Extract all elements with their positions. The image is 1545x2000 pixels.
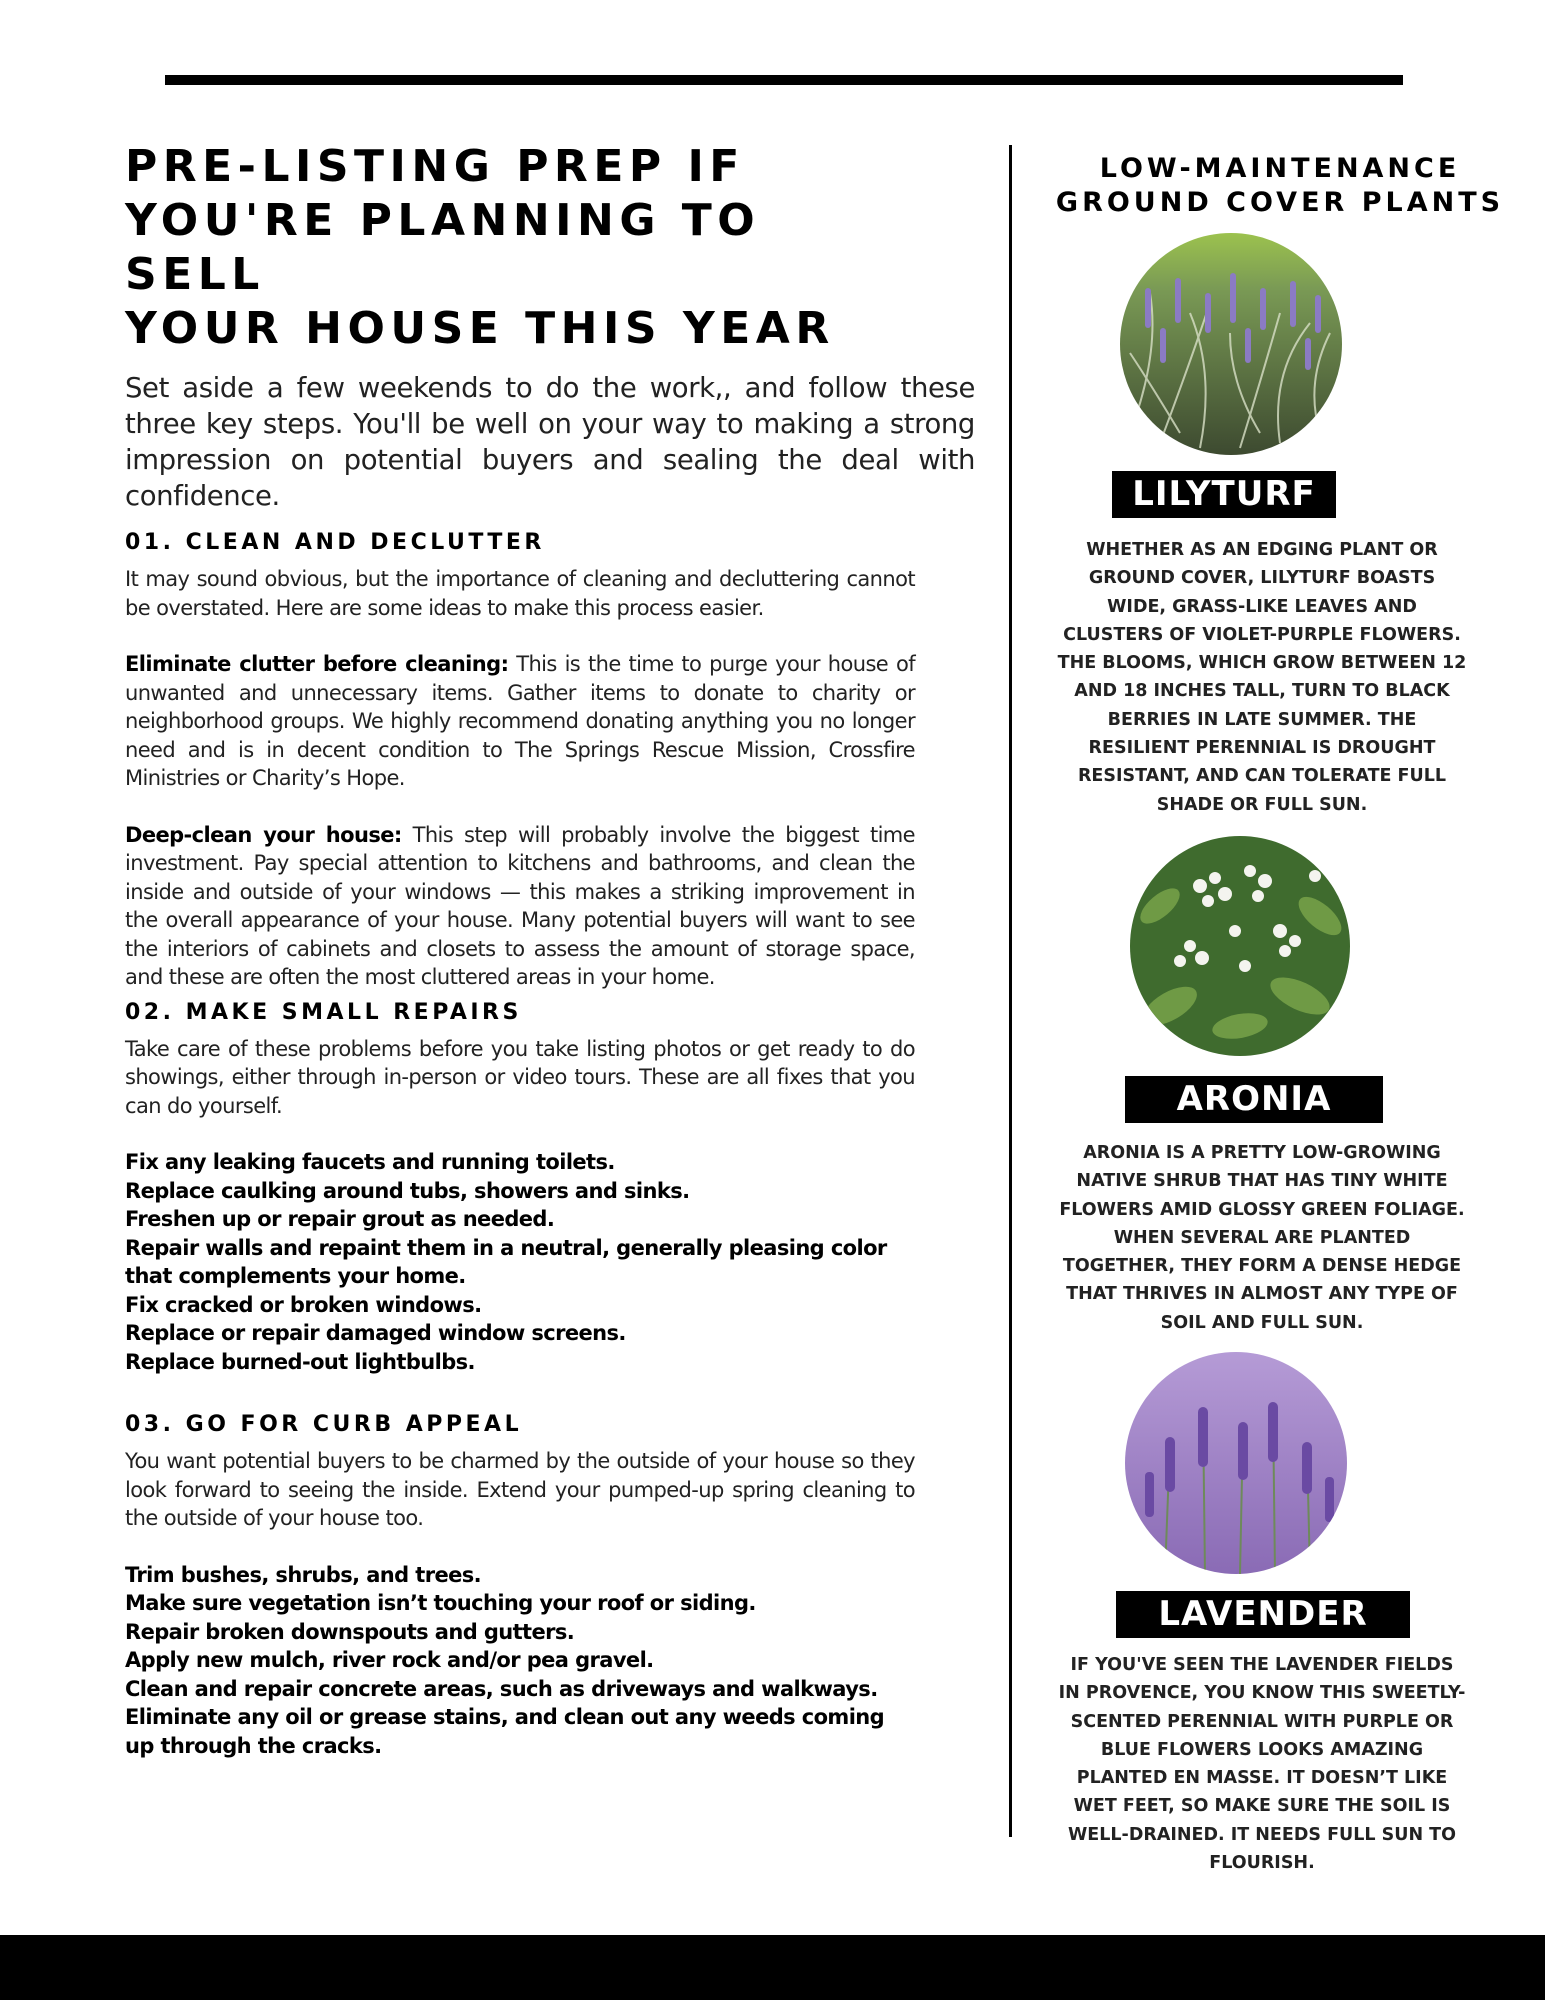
intro-paragraph: Set aside a few weekends to do the work,, and follow these three key steps. You'll be well on your way to making a strong impression on potential buyers and sealing the deal with confidence. [125, 372, 975, 512]
curb-list [125, 1561, 915, 1761]
list-item: Replace burned-out lightbulbs. [125, 1349, 475, 1374]
section-heading-repairs: 02. MAKE SMALL REPAIRS [125, 999, 522, 1025]
list-item: Replace or repair damaged window screens. [125, 1321, 626, 1345]
aronia-photo-icon [1130, 836, 1350, 1056]
plant-description: WHETHER AS AN EDGING PLANT OR GROUND COVER, LILYTURF BOASTS WIDE, GRASS-LIKE LEAVES AND CLUSTERS OF VIOLET-PURPLE FLOWERS. THE BLOOMS, WHICH GROW BETWEEN 12 AND 18 INCHES TALL, TURN TO BLACK BERRIES IN LATE SUMMER. THE RESILIENT PERENNIAL IS DROUGHT RESISTANT, AND CAN TOLERATE FULL SHADE OR FULL SUN. [1057, 540, 1467, 815]
sidebar-title-line: GROUND COVER PLANTS [1055, 187, 1505, 218]
list-item: Repair broken downspouts and gutters. [125, 1619, 575, 1644]
title-line: YOU'RE PLANNING TO SELL [125, 195, 761, 300]
plant-label: LAVENDER [1116, 1591, 1410, 1638]
footer-band [0, 1935, 1545, 2000]
sidebar-title-line: LOW-MAINTENANCE [1099, 153, 1461, 184]
list-item: Clean and repair concrete areas, such as driveways and walkways. [125, 1676, 878, 1701]
curb-intro: You want potential buyers to be charmed by the outside of your house so they look forward to seeing the inside. Extend your pumped-up spring cleaning to the outside of your house too. [125, 1449, 915, 1530]
list-item: Make sure vegetation isn’t touching your roof or siding. [125, 1591, 756, 1615]
deep-clean-lead: Deep-clean your house: [125, 822, 402, 847]
list-item: Fix cracked or broken windows. [125, 1292, 482, 1317]
list-item: Fix any leaking faucets and running toilets. [125, 1150, 615, 1174]
sidebar-title [1040, 152, 1520, 220]
title-line: PRE-LISTING PREP IF [125, 141, 745, 192]
column-divider [1009, 145, 1012, 1837]
plant-label: ARONIA [1125, 1076, 1383, 1123]
repairs-intro: Take care of these problems before you take listing photos or get ready to do showings, either through in-person or video tours. These are all fixes that you can do yourself. [125, 1036, 915, 1118]
clean-clutter-paragraph [125, 650, 915, 793]
section-heading-curb: 03. GO FOR CURB APPEAL [125, 1412, 523, 1437]
top-rule [165, 75, 1403, 85]
page-title [125, 140, 915, 356]
list-item: Apply new mulch, river rock and/or pea gravel. [125, 1648, 654, 1672]
sidebar-heading [1040, 152, 1520, 220]
clean-clutter-lead: Eliminate clutter before cleaning: [125, 652, 509, 676]
repairs-list [125, 1148, 915, 1376]
list-item: Freshen up or repair grout as needed. [125, 1207, 555, 1231]
deep-clean-text: This step will probably involve the biggest time investment. Pay special attention to kitchens and bathrooms, and clean the inside and outside of your windows — this makes a striking improvement in the overall appearance of your house. Many potential buyers will want to see the interiors of cabinets and closets to assess the amount of storage space, and these are often the most cluttered areas in your home. [125, 822, 915, 989]
list-item: Trim bushes, shrubs, and trees. [125, 1562, 482, 1587]
lavender-photo-icon [1125, 1352, 1347, 1574]
title-line: YOUR HOUSE THIS YEAR [125, 303, 835, 354]
lilyturf-photo-icon [1120, 233, 1342, 455]
list-item: Replace caulking around tubs, showers and sinks. [125, 1178, 690, 1203]
clean-intro: It may sound obvious, but the importance of cleaning and decluttering cannot be overstated. Here are some ideas to make this process easier. [125, 567, 915, 620]
deep-clean-paragraph [125, 821, 915, 992]
plant-description: ARONIA IS A PRETTY LOW-GROWING NATIVE SHRUB THAT HAS TINY WHITE FLOWERS AMID GLOSSY GREEN FOLIAGE. WHEN SEVERAL ARE PLANTED TOGETHER, THEY FORM A DENSE HEDGE THAT THRIVES IN ALMOST ANY TYPE OF SOIL AND FULL SUN. [1059, 1143, 1465, 1333]
list-item: Eliminate any oil or grease stains, and clean out any weeds coming up through the cracks. [125, 1705, 885, 1758]
main-column [125, 140, 975, 1760]
section-heading-clean: 01. CLEAN AND DECLUTTER [125, 530, 545, 555]
list-item: Repair walls and repaint them in a neutral, generally pleasing color that complements your home. [125, 1235, 887, 1288]
plant-description: IF YOU'VE SEEN THE LAVENDER FIELDS IN PROVENCE, YOU KNOW THIS SWEETLY-SCENTED PERENNIAL WITH PURPLE OR BLUE FLOWERS LOOKS AMAZING PLANTED EN MASSE. IT DOESN’T LIKE WET FEET, SO MAKE SURE THE SOIL IS WELL-DRAINED. IT NEEDS FULL SUN TO FLOURISH. [1058, 1655, 1466, 1874]
plant-label: LILYTURF [1112, 471, 1336, 518]
clean-clutter-text: This is the time to purge your house of unwanted and unnecessary items. Gather items to donate to charity or neighborhood groups. We highly recommend donating anything you no longer need and is in decent condition to The Springs Rescue Mission, Crossfire Ministries or Charity’s Hope. [125, 652, 915, 790]
